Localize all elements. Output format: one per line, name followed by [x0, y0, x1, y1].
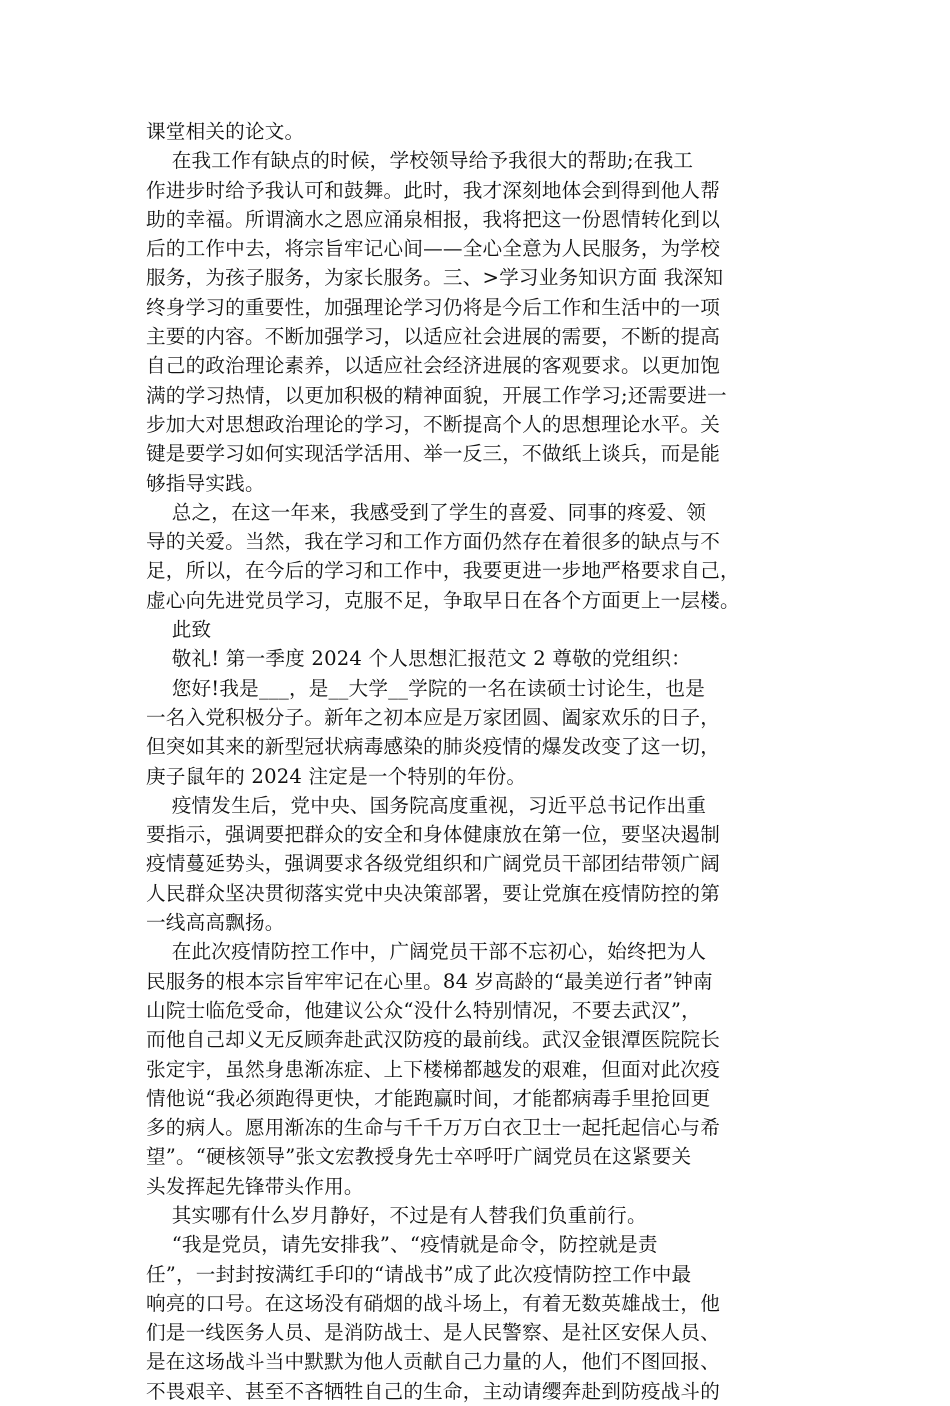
text-line: 主要的内容。不断加强学习，以适应社会进展的需要，不断的提高	[146, 325, 721, 349]
text-line: 足，所以，在今后的学习和工作中，我要更进一步地严格要求自己，	[146, 559, 740, 583]
text-line: 人民群众坚决贯彻落实党中央决策部署，要让党旗在疫情防控的第	[146, 881, 721, 905]
text-line: 其实哪有什么岁月静好，不过是有人替我们负重前行。	[146, 1203, 647, 1227]
text-line: 头发挥起先锋带头作用。	[146, 1174, 364, 1198]
text-line: 导的关爱。当然，我在学习和工作方面仍然存在着很多的缺点与不	[146, 530, 721, 554]
text-line: 助的幸福。所谓滴水之恩应涌泉相报，我将把这一份恩情转化到以	[146, 207, 721, 231]
text-line: 够指导实践。	[146, 471, 265, 495]
text-line: 疫情发生后，党中央、国务院高度重视，习近平总书记作出重	[146, 793, 707, 817]
document-body-text	[146, 117, 811, 1406]
text-line: 们是一线医务人员、是消防战士、是人民警察、是社区安保人员、	[146, 1321, 721, 1345]
text-line: 情他说“我必须跑得更快，才能跑赢时间，才能都病毒手里抢回更	[146, 1086, 711, 1110]
text-line: 步加大对思想政治理论的学习，不断提高个人的思想理论水平。关	[146, 412, 721, 436]
text-line: 键是要学习如何实现活学活用、举一反三，不做纸上谈兵，而是能	[146, 442, 721, 466]
text-line: 不畏艰辛、甚至不吝牺牲自己的生命，主动请缨奔赴到防疫战斗的	[146, 1379, 721, 1403]
text-line: 敬礼! 第一季度 2024 个人思想汇报范文 2 尊敬的党组织：	[146, 647, 691, 671]
text-line: 后的工作中去，将宗旨牢记心间——全心全意为人民服务，为学校	[146, 237, 721, 261]
text-line: “我是党员，请先安排我”、“疫情就是命令，防控就是责	[146, 1233, 658, 1257]
text-line: 要指示，强调要把群众的安全和身体健康放在第一位，要坚决遏制	[146, 823, 721, 847]
text-line: 是在这场战斗当中默默为他人贡献自己力量的人，他们不图回报、	[146, 1350, 721, 1374]
text-line: 一线高高飘扬。	[146, 911, 285, 935]
text-line: 在我工作有缺点的时候，学校领导给予我很大的帮助;在我工	[146, 149, 694, 173]
text-line: 满的学习热情，以更加积极的精神面貌，开展工作学习;还需要进一	[146, 383, 727, 407]
text-line: 总之，在这一年来，我感受到了学生的喜爱、同事的疼爱、领	[146, 500, 707, 524]
text-line: 虚心向先进党员学习，克服不足，争取早日在各个方面更上一层楼。	[146, 588, 740, 612]
text-line: 任”，一封封按满红手印的“请战书”成了此次疫情防控工作中最	[146, 1262, 692, 1286]
text-line: 在此次疫情防控工作中，广阔党员干部不忘初心，始终把为人	[146, 940, 707, 964]
text-line: 疫情蔓延势头，强调要求各级党组织和广阔党员干部团结带领广阔	[146, 852, 721, 876]
text-line: 但突如其来的新型冠状病毒感染的肺炎疫情的爆发改变了这一切，	[146, 735, 721, 759]
text-line: 望”。“硬核领导”张文宏教授身先士卒呼吁广阔党员在这紧要关	[146, 1145, 692, 1169]
text-line: 民服务的根本宗旨牢牢记在心里。84 岁高龄的“最美逆行者”钟南	[146, 969, 713, 993]
text-line: 庚子鼠年的 2024 注定是一个特别的年份。	[146, 764, 527, 788]
text-line: 多的病人。愿用渐冻的生命与千千万万白衣卫士一起托起信心与希	[146, 1116, 721, 1140]
text-line: 而他自己却义无反顾奔赴武汉防疫的最前线。武汉金银潭医院院长	[146, 1028, 721, 1052]
text-line: 此致	[146, 618, 212, 642]
text-line: 终身学习的重要性，加强理论学习仍将是今后工作和生活中的一项	[146, 295, 721, 319]
text-line: 自己的政治理论素养，以适应社会经济进展的客观要求。以更加饱	[146, 354, 721, 378]
text-line: 课堂相关的论文。	[146, 120, 305, 143]
text-line: 作进步时给予我认可和鼓舞。此时，我才深刻地体会到得到他人帮	[146, 178, 721, 202]
text-line: 响亮的口号。在这场没有硝烟的战斗场上，有着无数英雄战士，他	[146, 1291, 721, 1315]
text-line: 山院士临危受命，他建议公众“没什么特别情况，不要去武汉”，	[146, 998, 701, 1022]
text-line: 张定宇，虽然身患渐冻症、上下楼梯都越发的艰难，但面对此次疫	[146, 1057, 721, 1081]
text-line: 一名入党积极分子。新年之初本应是万家团圆、阖家欢乐的日子，	[146, 705, 721, 729]
text-line: 服务，为孩子服务，为家长服务。三、>学习业务知识方面 我深知	[146, 266, 724, 290]
text-line: 您好!我是___，是__大学__学院的一名在读硕士讨论生，也是	[146, 676, 706, 700]
